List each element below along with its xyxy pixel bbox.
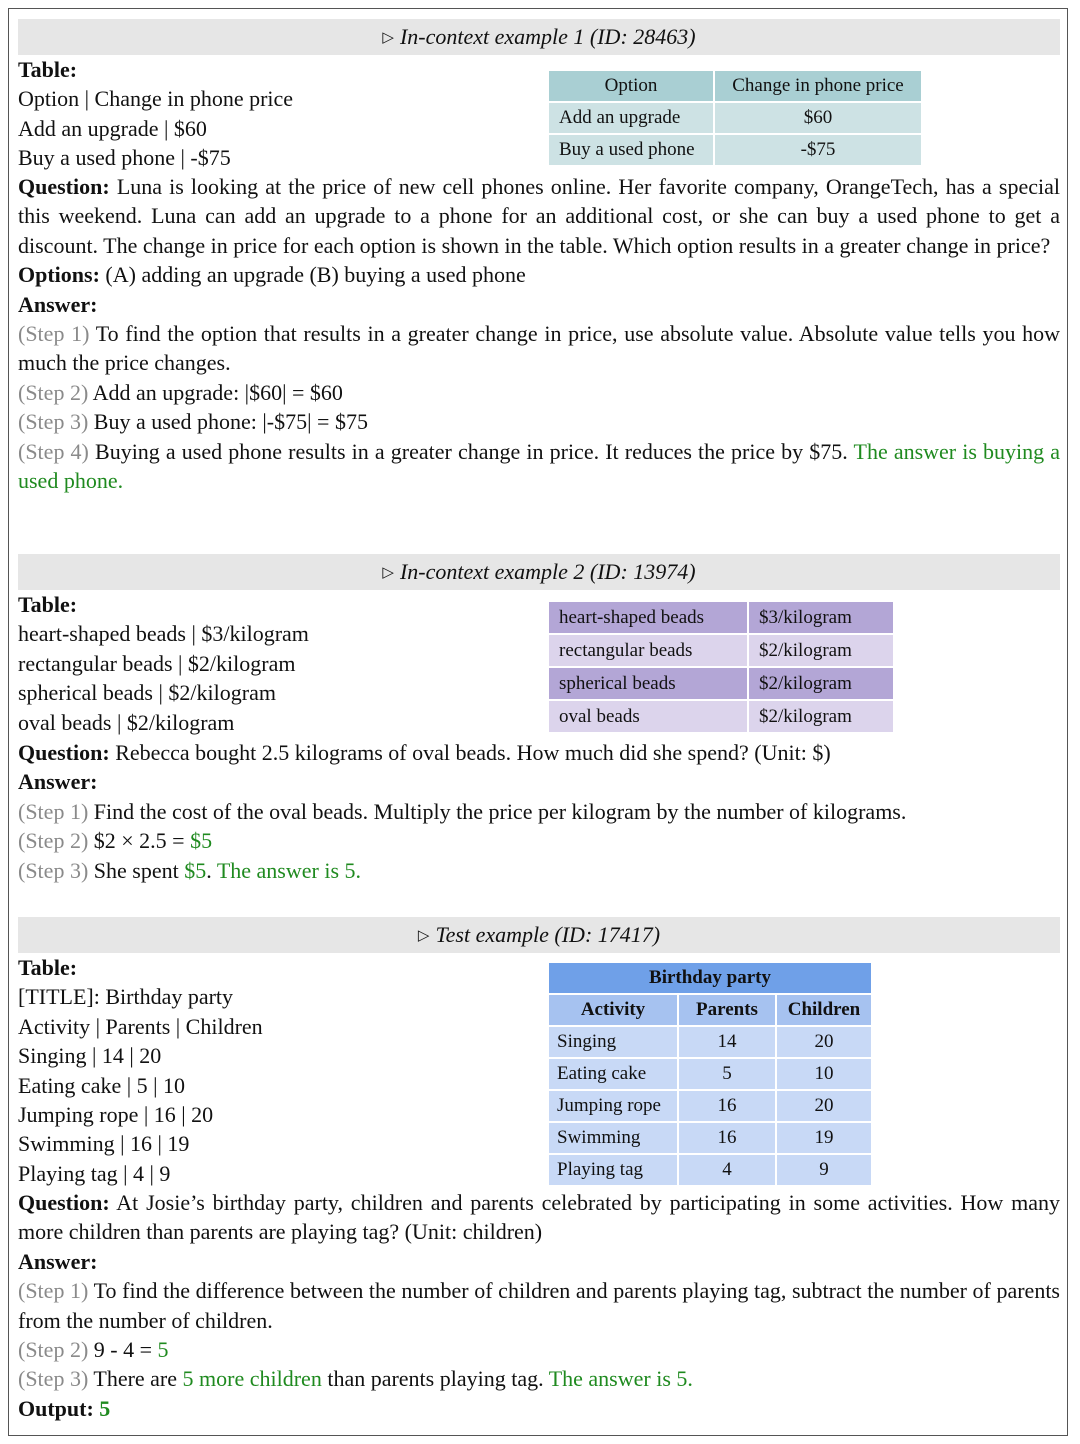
- example-1-title: In-context example 1 (ID: 28463): [399, 24, 696, 49]
- test-question: Question: At Josie’s birthday party, children and parents celebrated by participating in some activities. How many more children than parents are playing tag? (Unit: children): [18, 1190, 1060, 1245]
- table-cell: $2/kilogram: [749, 635, 893, 666]
- table-header-cell: Activity: [549, 995, 677, 1025]
- table-row: [549, 1091, 871, 1121]
- answer-highlight: The answer is 5.: [548, 1366, 693, 1392]
- table-header-cell: Option: [549, 71, 713, 101]
- table-cell: 9: [777, 1155, 871, 1185]
- step-2: (Step 2) 9 - 4 = 5: [18, 1337, 169, 1363]
- table-cell: 16: [679, 1091, 775, 1121]
- test-header: [18, 917, 1060, 953]
- example-1-section: [18, 19, 1060, 495]
- table-label: Table:: [18, 57, 78, 82]
- table-row: [549, 1059, 871, 1089]
- test-title: Test example (ID: 17417): [435, 922, 661, 947]
- step-3: (Step 3) There are 5 more children than parents playing tag. The answer is 5.: [18, 1366, 693, 1392]
- triangle-icon: ▷: [382, 30, 394, 46]
- example-1-options: Options: (A) adding an upgrade (B) buying a used phone: [18, 262, 526, 288]
- example-2-answer-label: Answer:: [18, 769, 98, 795]
- example-1-table-block: [18, 55, 1060, 171]
- example-1-header: [18, 19, 1060, 55]
- table-line: Activity | Parents | Children: [18, 1013, 263, 1039]
- table-row: [549, 668, 893, 699]
- table-row: [549, 635, 893, 666]
- table-cell: spherical beads: [549, 668, 747, 699]
- table-cell: Add an upgrade: [549, 103, 713, 133]
- table-cell: $2/kilogram: [749, 668, 893, 699]
- test-table-block: [18, 953, 1060, 1186]
- example-1-answer-label: Answer:: [18, 291, 98, 317]
- table-line: Jumping rope | 16 | 20: [18, 1102, 214, 1127]
- table-header-cell: Parents: [679, 995, 775, 1025]
- table-cell: 14: [679, 1027, 775, 1057]
- example-1-table: [547, 69, 923, 167]
- table-cell: 5: [679, 1059, 775, 1089]
- table-line: Swimming | 16 | 19: [18, 1131, 190, 1157]
- table-cell: Jumping rope: [549, 1091, 677, 1121]
- example-1-question: Question: Luna is looking at the price of new cell phones online. Her favorite company, OrangeTech, has a special this weekend. Luna can add an upgrade to a phone for an additional cost, or she can buy a used phone to get a discount. The change in price for each option is shown in the table. Which option results in a greater change in price?: [18, 174, 1061, 258]
- step-1: (Step 1) To find the option that results in a greater change in price, use absolute value. Absolute value tells you how much the price changes.: [18, 321, 1060, 376]
- table-cell: $2/kilogram: [749, 701, 893, 732]
- test-output: Output: 5: [18, 1395, 111, 1421]
- table-line: oval beads | $2/kilogram: [18, 709, 235, 735]
- table-cell: $60: [715, 103, 921, 133]
- step-2: (Step 2) Add an upgrade: |$60| = $60: [18, 379, 343, 405]
- table-cell: 16: [679, 1123, 775, 1153]
- test-answer-label: Answer:: [18, 1248, 98, 1274]
- table-cell: Swimming: [549, 1123, 677, 1153]
- table-line: heart-shaped beads | $3/kilogram: [18, 621, 309, 647]
- table-line: Add an upgrade | $60: [18, 115, 207, 141]
- table-row: [549, 135, 921, 165]
- triangle-icon: ▷: [417, 928, 430, 944]
- test-section: [18, 917, 1060, 1423]
- table-row: [549, 602, 893, 633]
- example-2-header: [18, 554, 1060, 590]
- example-2-table: [547, 600, 895, 734]
- step-3: (Step 3) Buy a used phone: |-$75| = $75: [18, 409, 368, 435]
- test-table: [547, 961, 873, 1187]
- table-cell: 4: [679, 1155, 775, 1185]
- table-cell: 20: [777, 1027, 871, 1057]
- table-cell: 19: [777, 1123, 871, 1153]
- table-header-row: [549, 995, 871, 1025]
- table-header-cell: Children: [777, 995, 871, 1025]
- table-cell: 20: [777, 1091, 871, 1121]
- table-row: [549, 1123, 871, 1153]
- table-cell: $3/kilogram: [749, 602, 893, 633]
- table-cell: -$75: [715, 135, 921, 165]
- table-header-cell: Change in phone price: [715, 71, 921, 101]
- table-cell: Playing tag: [549, 1155, 677, 1185]
- table-cell: Singing: [549, 1027, 677, 1057]
- table-cell: rectangular beads: [549, 635, 747, 666]
- table-row: [549, 701, 893, 732]
- table-line: Eating cake | 5 | 10: [18, 1072, 186, 1098]
- table-label: Table:: [18, 955, 78, 980]
- step-4: (Step 4) Buying a used phone results in a greater change in price. It reduces the price by $75. The answer is buying a used phone.: [18, 438, 1061, 494]
- example-2-question: Question: Rebecca bought 2.5 kilograms of oval beads. How much did she spend? (Unit: $): [18, 740, 831, 765]
- table-line: Singing | 14 | 20: [18, 1043, 162, 1069]
- table-line: Option | Change in phone price: [18, 86, 294, 112]
- table-line: [TITLE]: Birthday party: [18, 984, 234, 1010]
- table-header-row: [549, 71, 921, 101]
- table-cell: 10: [777, 1059, 871, 1089]
- table-line: rectangular beads | $2/kilogram: [18, 650, 296, 676]
- triangle-icon: ▷: [382, 565, 394, 581]
- table-row: [549, 1155, 871, 1185]
- table-row: [549, 1027, 871, 1057]
- example-2-table-block: [18, 590, 1060, 737]
- answer-highlight: The answer is buying a used phone.: [18, 438, 1061, 494]
- table-line: Playing tag | 4 | 9: [18, 1160, 171, 1186]
- step-1: (Step 1) Find the cost of the oval beads. Multiply the price per kilogram by the number of kilograms.: [18, 798, 907, 824]
- step-1: (Step 1) To find the difference between the number of children and parents playing tag, subtract the number of parents from the number of children.: [18, 1278, 1060, 1333]
- table-cell: Buy a used phone: [549, 135, 713, 165]
- table-cell: heart-shaped beads: [549, 602, 747, 633]
- table-cell: oval beads: [549, 701, 747, 732]
- output-value: 5: [99, 1395, 111, 1421]
- table-title-row: [549, 963, 871, 993]
- example-2-title: In-context example 2 (ID: 13974): [399, 559, 696, 584]
- answer-highlight: The answer is 5.: [216, 857, 362, 883]
- table-row: [549, 103, 921, 133]
- table-line: spherical beads | $2/kilogram: [18, 680, 276, 706]
- step-3: (Step 3) She spent $5. The answer is 5.: [18, 857, 362, 883]
- table-line: Buy a used phone | -$75: [18, 145, 231, 171]
- step-2: (Step 2) $2 × 2.5 = $5: [18, 828, 213, 854]
- example-2-section: [18, 554, 1060, 885]
- table-label: Table:: [18, 592, 78, 617]
- table-cell: Eating cake: [549, 1059, 677, 1089]
- table-title: Birthday party: [549, 963, 871, 993]
